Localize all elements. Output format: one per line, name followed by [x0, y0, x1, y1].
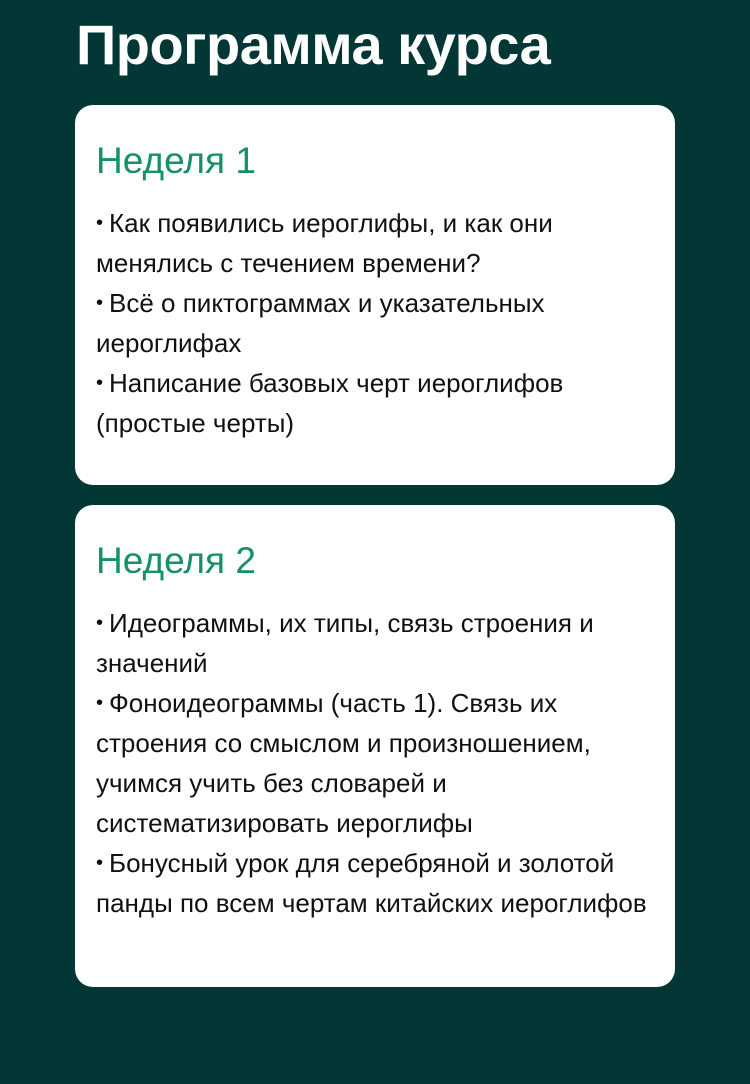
topic-item: [96, 843, 655, 923]
bullet-icon: •: [96, 692, 104, 714]
topic-item: [96, 363, 655, 443]
topic-text: Как появились иероглифы, и как они менялись с течением времени?: [96, 208, 553, 278]
topic-text: Написание базовых черт иероглифов (простые черты): [96, 368, 564, 438]
week-1-card: [75, 105, 675, 485]
week-2-title: Неделя 2: [96, 540, 256, 581]
bullet-icon: •: [96, 292, 104, 314]
topic-item: [96, 603, 655, 683]
topic-item: [96, 683, 655, 843]
bullet-icon: •: [96, 852, 104, 874]
week-2-card: [75, 505, 675, 987]
bullet-icon: •: [96, 372, 104, 394]
topic-item: [96, 283, 655, 363]
topic-item: [96, 203, 655, 283]
week-1-topic-list: [96, 203, 655, 443]
bullet-icon: •: [96, 612, 104, 634]
topic-text: Всё о пиктограммах и указательных иероглифах: [96, 288, 545, 358]
topic-text: Идеограммы, их типы, связь строения и значений: [96, 608, 594, 678]
topic-text: Фоноидеограммы (часть 1). Связь их строения со смыслом и произношением, учимся учить без словарей и систематизировать иероглифы: [96, 688, 591, 838]
week-1-title: Неделя 1: [96, 140, 256, 181]
page-title: Программа курса: [76, 13, 551, 76]
bullet-icon: •: [96, 212, 104, 234]
topic-text: Бонусный урок для серебряной и золотой панды по всем чертам китайских иероглифов: [96, 848, 647, 918]
week-2-topic-list: [96, 603, 655, 923]
